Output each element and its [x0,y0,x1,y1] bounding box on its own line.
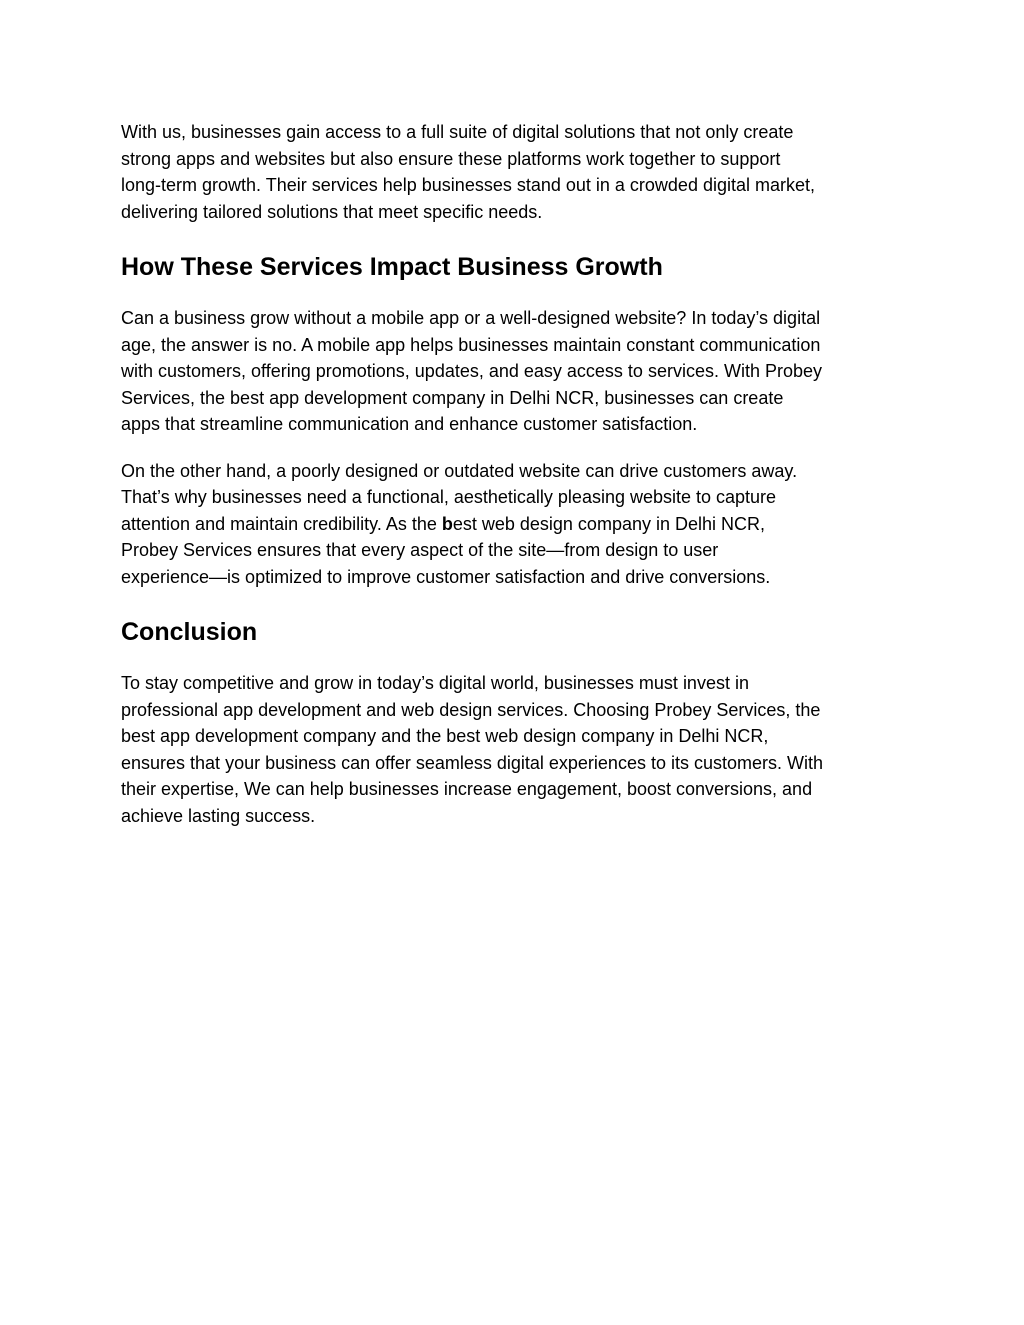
document-page [121,119,921,829]
web-paragraph-bold-letter: b [441,513,453,534]
conclusion-paragraph: To stay competitive and grow in today’s digital world, businesses must invest in professional app development and web design services. Choosing Probey Services, the best app development company and the best web design company in Delhi NCR, ensures that your business can offer seamless digital experiences to its customers. With their expertise, We can help businesses increase engagement, boost conversions, and achieve lasting success. [121,673,823,826]
web-paragraph-text-end: est web design company in Delhi NCR, Probey Services ensures that every aspect of the site—from design to user experience—is optimized to improve customer satisfaction and drive conversions. [121,513,771,587]
intro-paragraph: With us, businesses gain access to a full suite of digital solutions that not only create strong apps and websites but also ensure these platforms work together to support long-term growth. Their services help businesses stand out in a crowded digital market, delivering tailored solutions that meet specific needs. [121,122,816,222]
web-design-paragraph [121,458,921,591]
impact-heading: How These Services Impact Business Growth [121,253,663,281]
conclusion-heading: Conclusion [121,618,258,646]
web-paragraph-text-start: On the other hand, a poorly designed or outdated website can drive customers away. That’s why businesses need a functional, aesthetically pleasing website to capture attention and maintain credibility. As the [121,460,798,534]
app-development-paragraph: Can a business grow without a mobile app or a well-designed website? In today’s digital age, the answer is no. A mobile app helps businesses maintain constant communication with customers, offering promotions, updates, and easy access to services. With Probey Services, the best app development company in Delhi NCR, businesses can create apps that streamline communication and enhance customer satisfaction. [121,308,822,434]
